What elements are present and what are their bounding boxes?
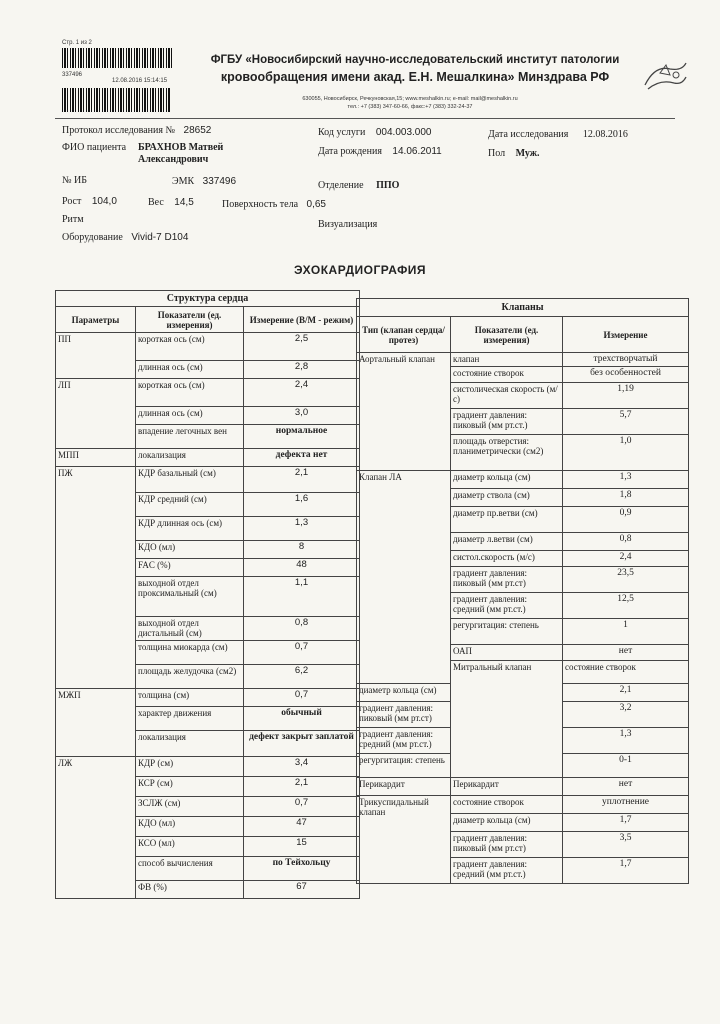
service-value: 004.003.000 <box>375 127 432 138</box>
exam-date-label: Дата исследования <box>488 129 569 140</box>
measure-cell: 1,0 <box>563 435 689 471</box>
indicator-cell: регургитация: степень <box>357 754 451 778</box>
measure-cell: 23,5 <box>563 567 689 593</box>
measure-cell: 5,7 <box>563 409 689 435</box>
measure-cell: без особенностей <box>563 367 689 383</box>
measure-cell: 0,7 <box>244 641 360 665</box>
indicator-cell: площадь отверстия: планиметрически (см2) <box>451 435 563 471</box>
measure-cell: 67 <box>244 881 360 899</box>
address-line-2: тел.: +7 (383) 347-60-66, факс:+7 (383) 332-24-37 <box>347 104 473 110</box>
indicator-cell: КСР (см) <box>136 777 244 797</box>
measure-cell: 2,5 <box>244 333 360 361</box>
indicator-cell: диаметр кольца (см) <box>451 471 563 489</box>
indicator-cell: КДР средний (см) <box>136 493 244 517</box>
measure-cell: 1,3 <box>563 471 689 489</box>
measure-cell: 2,1 <box>563 684 689 702</box>
page-label: Стр. 1 из 2 <box>62 40 92 46</box>
indicator-cell: Перикардит <box>451 778 563 796</box>
rhythm-label: Ритм <box>62 214 84 225</box>
row-group-label: Клапан ЛА <box>357 471 451 684</box>
measure-cell: 2,4 <box>244 379 360 407</box>
protocol-label: Протокол исследования № <box>62 125 176 136</box>
measure-cell: 1,7 <box>563 858 689 884</box>
indicator-cell: короткая ось (см) <box>136 379 244 407</box>
measure-cell: 2,1 <box>244 777 360 797</box>
row-group-label: ПЖ <box>56 467 136 689</box>
row-group-label: Трикуспидальный клапан <box>357 796 451 884</box>
measure-cell: 3,2 <box>563 702 689 728</box>
measure-cell: 1,3 <box>244 517 360 541</box>
institution-address <box>250 95 570 111</box>
bsa-field <box>222 199 326 210</box>
sex-label: Пол <box>488 148 506 159</box>
indicator-cell: КДР базальный (см) <box>136 467 244 493</box>
measure-cell: дефект закрыт заплатой <box>244 731 360 757</box>
col-indicators-header: Показатели (ед. измерения) <box>136 307 244 333</box>
measure-cell: по Тейхольцу <box>244 857 360 881</box>
dept-field <box>318 180 399 191</box>
measure-cell: 0,9 <box>563 507 689 533</box>
barcode-bottom <box>62 88 170 112</box>
emk-label: ЭМК <box>172 176 195 187</box>
table-row <box>357 353 689 367</box>
measure-cell: 2,1 <box>244 467 360 493</box>
indicator-cell: состояние створок <box>451 796 563 814</box>
barcode-top <box>62 48 172 68</box>
measure-cell: 1,6 <box>244 493 360 517</box>
bsa-label: Поверхность тела <box>222 199 299 210</box>
indicator-cell: градиент давления: пиковый (мм рт.ст.) <box>451 409 563 435</box>
indicator-cell: толщина (см) <box>136 689 244 707</box>
col-type-header: Тип (клапан сердца/ протез) <box>357 317 451 353</box>
left-table-body <box>56 333 360 899</box>
measure-cell: 3,0 <box>244 407 360 425</box>
measure-cell: обычный <box>244 707 360 731</box>
col-measure-header: Измерение (В/М - режим) <box>244 307 360 333</box>
row-group-label: ПП <box>56 333 136 379</box>
patient-label: ФИО пациента <box>62 142 127 153</box>
indicator-cell: клапан <box>451 353 563 367</box>
service-label: Код услуги <box>318 127 366 138</box>
document-title: ЭХОКАРДИОГРАФИЯ <box>293 263 427 277</box>
indicator-cell: локализация <box>136 731 244 757</box>
indicator-cell: градиент давления: пиковый (мм рт.ст) <box>451 832 563 858</box>
measure-cell: 15 <box>244 837 360 857</box>
indicator-cell: градиент давления: пиковый (мм рт.ст) <box>451 567 563 593</box>
indicator-cell: КДР (см) <box>136 757 244 777</box>
indicator-cell: КДО (мл) <box>136 541 244 559</box>
indicator-cell: градиент давления: средний (мм рт.ст.) <box>451 593 563 619</box>
indicator-cell: диаметр ствола (см) <box>451 489 563 507</box>
valves-table <box>356 298 689 884</box>
protocol-value: 28652 <box>183 125 212 136</box>
indicator-cell: регургитация: степень <box>451 619 563 645</box>
measure-cell: 1,3 <box>563 728 689 754</box>
indicator-cell: диаметр пр.ветви (см) <box>451 507 563 533</box>
indicator-cell: толщина миокарда (см) <box>136 641 244 665</box>
row-group-label: МПП <box>56 449 136 467</box>
indicator-cell: градиент давления: средний (мм рт.ст.) <box>451 858 563 884</box>
row-group-label: ЛП <box>56 379 136 449</box>
indicator-cell: КДО (мл) <box>136 817 244 837</box>
indicator-cell: характер движения <box>136 707 244 731</box>
measure-cell: 2,8 <box>244 361 360 379</box>
patient-name-line-1: БРАХНОВ Матвей <box>138 142 224 153</box>
indicator-cell: диаметр кольца (см) <box>357 684 451 702</box>
measure-cell: 0,8 <box>244 617 360 641</box>
weight-value: 14,5 <box>174 197 194 208</box>
table-row <box>56 333 360 361</box>
indicator-cell: короткая ось (см) <box>136 333 244 361</box>
indicator-cell: ЗСЛЖ (см) <box>136 797 244 817</box>
patient-name-line-2: Александрович <box>138 154 209 165</box>
right-table-caption: Клапаны <box>357 299 689 317</box>
row-group-label: МЖП <box>56 689 136 757</box>
dept-value: ППО <box>376 180 400 191</box>
measure-cell: 12,5 <box>563 593 689 619</box>
institution-line-2: кровообращения имени акад. Е.Н. Мешалкина» Минздрава РФ <box>220 70 610 84</box>
row-group-label: ЛЖ <box>56 757 136 899</box>
measure-cell: 1,19 <box>563 383 689 409</box>
exam-date-field <box>488 129 628 140</box>
measure-cell: 2,4 <box>563 551 689 567</box>
measure-cell: 6,2 <box>244 665 360 689</box>
sex-value: Муж. <box>515 148 540 159</box>
measure-cell: 1,7 <box>563 814 689 832</box>
measure-cell: 0,8 <box>563 533 689 551</box>
birth-label: Дата рождения <box>318 146 382 157</box>
indicator-cell: длинная ось (см) <box>136 361 244 379</box>
indicator-cell: длинная ось (см) <box>136 407 244 425</box>
row-group-label: Перикардит <box>357 778 451 796</box>
indicator-cell: градиент давления: средний (мм рт.ст.) <box>357 728 451 754</box>
equipment-value: Vivid-7 D104 <box>131 232 189 243</box>
measure-cell: 47 <box>244 817 360 837</box>
indicator-cell: КСО (мл) <box>136 837 244 857</box>
measure-cell: нет <box>563 778 689 796</box>
indicator-cell: ОАП <box>451 645 563 661</box>
header-divider <box>55 118 675 119</box>
indicator-cell: диаметр л.ветви (см) <box>451 533 563 551</box>
institution-line-1: ФГБУ «Новосибирский научно-исследовательский институт патологии <box>210 54 620 66</box>
equipment-field <box>62 232 188 243</box>
heart-structure-table <box>55 290 360 899</box>
left-table-caption: Структура сердца <box>56 291 360 307</box>
table-row <box>56 379 360 407</box>
indicator-cell: выходной отдел дистальный (см) <box>136 617 244 641</box>
col-measure-header: Измерение <box>563 317 689 353</box>
measure-cell: 1 <box>563 619 689 645</box>
indicator-cell: впадение легочных вен <box>136 425 244 449</box>
measure-cell: 3,5 <box>563 832 689 858</box>
table-row <box>56 467 360 493</box>
indicator-cell: ФВ (%) <box>136 881 244 899</box>
col-indicators-header: Показатели (ед. измерения) <box>451 317 563 353</box>
table-row <box>357 796 689 814</box>
indicator-cell: FAC (%) <box>136 559 244 577</box>
weight-label: Вес <box>148 197 164 208</box>
measure-cell: нормальное <box>244 425 360 449</box>
measure-cell: нет <box>563 645 689 661</box>
measure-cell: 3,4 <box>244 757 360 777</box>
measure-cell: 0-1 <box>563 754 689 778</box>
measure-cell: дефекта нет <box>244 449 360 467</box>
indicator-cell: состояние створок <box>451 367 563 383</box>
print-datetime: 12.08.2016 15:14:15 <box>112 78 168 84</box>
height-label: Рост <box>62 196 82 207</box>
row-group-label: Митральный клапан <box>451 661 563 778</box>
ib-label: № ИБ <box>62 175 88 186</box>
indicator-cell: систолическая скорость (м/с) <box>451 383 563 409</box>
indicator-cell: площадь желудочка (см2) <box>136 665 244 689</box>
table-row <box>56 689 360 707</box>
measure-cell: 0,7 <box>244 689 360 707</box>
birth-value: 14.06.2011 <box>392 146 442 157</box>
service-field <box>318 127 431 138</box>
table-row <box>56 757 360 777</box>
birth-field <box>318 146 442 157</box>
measure-cell: уплотнение <box>563 796 689 814</box>
col-params-header: Параметры <box>56 307 136 333</box>
exam-date-value: 12.08.2016 <box>582 129 628 140</box>
dept-label: Отделение <box>318 180 364 191</box>
bsa-value: 0,65 <box>306 199 326 210</box>
indicator-cell: КДР длинная ось (см) <box>136 517 244 541</box>
equipment-label: Оборудование <box>62 232 123 243</box>
measure-cell: 48 <box>244 559 360 577</box>
indicator-cell: диаметр кольца (см) <box>451 814 563 832</box>
address-line-1: 630055, Новосибирск, Речкуновская,15; www.meshalkin.ru; e-mail: mail@meshalkin.ru <box>302 96 518 102</box>
indicator-cell: локализация <box>136 449 244 467</box>
sex-field <box>488 148 540 159</box>
table-row <box>56 449 360 467</box>
measure-cell: 1,8 <box>563 489 689 507</box>
measure-cell: 8 <box>244 541 360 559</box>
table-row <box>357 471 689 489</box>
indicator-cell: способ вычисления <box>136 857 244 881</box>
institution-name <box>205 52 625 86</box>
protocol-field <box>62 125 211 136</box>
weight-field <box>148 197 194 208</box>
row-group-label: Аортальный клапан <box>357 353 451 471</box>
measure-cell: 1,1 <box>244 577 360 617</box>
visualization-label: Визуализация <box>318 219 378 230</box>
measure-cell: 0,7 <box>244 797 360 817</box>
height-value: 104,0 <box>91 196 117 207</box>
institute-logo-icon <box>640 55 690 99</box>
indicator-cell: градиент давления: пиковый (мм рт.ст) <box>357 702 451 728</box>
height-field <box>62 196 117 207</box>
right-table-body <box>357 353 689 884</box>
indicator-cell: выходной отдел проксимальный (см) <box>136 577 244 617</box>
indicator-cell: состояние створок <box>563 661 689 684</box>
indicator-cell: систол.скорость (м/с) <box>451 551 563 567</box>
emk-field <box>172 176 236 187</box>
measure-cell: трехстворчатый <box>563 353 689 367</box>
barcode-number: 337496 <box>62 72 83 78</box>
table-row <box>357 778 689 796</box>
emk-value: 337496 <box>202 176 237 187</box>
